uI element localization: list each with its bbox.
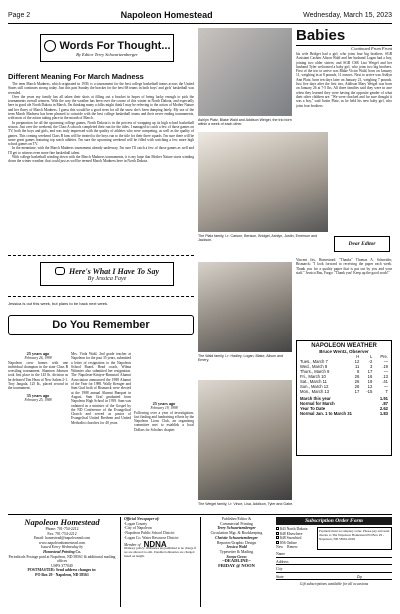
paragraph: The term March Madness, which originated in 1939, is a tournament for the best college basketball teams across the United States still continues strong today. Just this past Sunday the bracket for the best 68 teams in both boys' and girls' basketball was revealed. [8,82,194,95]
speech-bubble-icon [55,267,65,275]
remember-date: February 26, 1998 [24,356,52,361]
babies-subtitle: Continued From Front [351,46,392,51]
typesetter-name: Sonya Gross [226,554,247,559]
deadline-time: FRIDAY @ NOON [218,563,255,569]
photo-caption: Ashlyn Platz, Blake Wald and Addison Weigel, the trio born within a week of each other. [198,118,292,127]
remember-date: February 19, 1998 [150,406,178,411]
column-banner-words [40,34,174,62]
paragraph: Over the years my family has all taken their shots at filling out a bracket in hopes of being lucky enough to pick the tournaments overall winners. With the way the weather has been over the course of this winter in North Dakota, and especially here in good ole North Dakota in March, I'm thinking many a folks might think I may be referring to the action of Mother Nature and her flurry of March Madness. I guess this would be a good term for all the snow she's been dumping lately. My use of the term March Madness has been phrased to coincide with the best college basketball teams and their never ending tournaments, with most of the action taking place in the month of March. [8,94,194,121]
ndna-logo: NDNA [143,539,167,549]
official-item: -Logan County [124,521,148,526]
po-box: PO Box 29 - Napoleon, ND 58561 [35,572,89,577]
deadline: ~DEADLINE~ [222,558,251,564]
col-header: Pre. [380,354,388,359]
weather-table [299,354,389,394]
thought-bubble-icon [44,40,56,52]
table-row: Sat., March 11 26 19 .41 [300,379,388,384]
footer-rule [8,514,392,515]
rate-option[interactable]: $48 Elsewhere [276,532,314,537]
babies-header [296,27,392,51]
column-banner-say [40,262,174,286]
column-title: Words For Thought... [59,39,171,52]
table-row: Normal Jan. 1 to March 31 1.83 [300,411,388,416]
col-header: L [370,354,373,359]
publisher-name: Terry Schwartzenberger [217,526,256,531]
photo-caption: The Weigel family, l-r: Vince, Lisa, Addison, Tyler and Gabe. [198,502,294,506]
subscription-title: Subscription Order Form [276,517,392,525]
phone: Phone: 701-754-2212 [45,527,79,531]
footer-masthead [8,517,116,607]
divider [8,255,194,256]
rates [276,527,314,550]
gift-note: Gift subscriptions available for all occasions [299,582,369,587]
table-row: Mon., March 13 17 -15 T [300,389,388,394]
postmaster: POSTMASTER: Send address changes to: [27,568,97,573]
weather-title: NAPOLEON WEATHER [311,343,377,349]
table-row: Wed., March 8 11 3 .19 [300,364,388,369]
remember-column-1 [8,352,68,502]
photo-caption: The Platz family, l-r: Carson, Benson, Bridget, Ashlyn, Justin, Emerson and Jackson. [198,234,317,243]
new-option[interactable]: New [276,545,284,550]
rate-option[interactable]: $48 Snowbird [276,536,314,541]
column-byline: By Editor Terry Schwartzenberger [76,51,138,57]
photo-caption: The Wald family, l-r: Hadley, Logan, Blake, Alison and Emery. [198,354,284,363]
col-header: H [356,354,360,359]
remember-heading: 25 years ago [152,401,176,406]
table-row: March this year 1.91 [300,396,388,401]
header-rule [8,23,392,24]
official-item: -Napoleon Public School District [124,531,175,536]
column-note: Jessica is out this week, but plans to be back next week. [8,301,109,306]
table-row: Tues., March 7 12 -2 — [300,359,388,364]
publisher-label-2: Commercial Printing [220,521,253,526]
address-field[interactable]: Address [276,560,392,566]
page-header [8,8,392,22]
photo-platz-family [198,132,328,232]
paragraph: In preparation for all the upcoming college games, North Dakota is in the process of wrapping up its high school basketball season. Just over the weekend, the Class A schools completed their run for the titles. I managed to catch a few of those games on TV, both the boys and girls, and was truly impressed with the quality of athletes who were competing, as well as the quality of games. This coming weekend Class B fans will be treated to the boys run to the title for their three squads. I'm sure there will be some great games featuring top notch athletes. I'm sure the upcoming weekend will be filled with watching a few more high school games on TV. [8,120,194,147]
periodicals: Periodicals Postage paid at Napoleon, ND 58561 & additional mailing offices [8,554,116,564]
divider [8,296,194,297]
issued: Issued Every Wednesday by [41,545,83,550]
remember-column-3 [134,352,194,502]
table-row: Thurs., March 9 8 17 — [300,369,388,374]
remember-heading: 25 years ago [26,352,50,356]
subscription-form [276,517,392,609]
article-headline: Different Meaning For March Madness [8,72,144,81]
remember-text: Following over a year of investigation, fact finding and fundraising efforts by the Napoleon Lions Club, an organizing committee met to establish a local Dollars for Scholars chapter. [134,410,194,432]
state-zip-field[interactable]: State Zip [276,575,392,581]
publisher-label: Publisher/Editor & [221,517,252,521]
renew-option[interactable]: Renew [287,545,298,550]
usps: USPS 377040 [51,563,73,568]
weather-observer: Bruce Wentz, Observer [319,349,369,354]
email[interactable]: Email: homestead@napoleonnd.com [33,536,90,541]
masthead-title: Napoleon Homestead [24,517,100,527]
page-number: Page 2 [8,11,31,19]
rate-option[interactable]: $43 North Dakota [276,527,314,532]
checkbox-icon[interactable] [276,527,279,530]
reporter-name: Jessica Wald [226,545,247,550]
official-title: Official Newspaper of: [124,517,160,521]
name-field[interactable]: Name [276,552,392,558]
letters-body: Vincent fits, Homestead: "Thanks" Thomas A. Schneider, Bismarck: "I look forward to receiving the paper each week. Thank you for a quality paper that is put out by you and your staff." Jessica Rau, Fargo: "Thank you! Keep up the good work!" [296,258,392,275]
company: Homestead Printing Co. [43,549,81,554]
official-item: -City of Napoleon [124,526,152,531]
paragraph: With college basketball winding down with the March Madness tournaments, it is my hope that Mother Nature starts winding down the winter weather, that could just as well be termed March Madness here in North Dakota. [8,155,194,164]
photo-wald-family [198,262,292,352]
photo-three-babies [198,28,292,116]
city-field[interactable]: City [276,567,392,573]
paper-name: Napoleon Homestead [120,10,213,20]
table-row: Fri., March 10 26 16 .13 [300,374,388,379]
remember-date: February 25, 1988 [24,397,52,402]
checkbox-icon[interactable] [276,541,279,544]
remember-heading: 35 years ago [26,392,50,398]
member-label: Member of [124,542,141,547]
footer-staff [200,517,272,607]
table-row: Year To Date 2.62 [300,406,388,411]
fax: Fax: 701-754-2212 [47,531,77,536]
weather-box [296,340,392,456]
paragraph: In the meantime, with the March Madness tournament already underway, I'm sure I'll catch a few of those games as well and I'll get to witness even more fine basketball talent. [8,146,194,155]
circulation-label: Circulation Mgr. & Bookkeeping [210,531,263,536]
reporter-label: Reporter/Graphic Design [216,540,257,545]
checkbox-icon[interactable] [276,536,279,539]
rate-option[interactable]: $56 Online [276,541,314,546]
order-note: Payment must accompany order. Please pay and send checks to The Napoleon Homestead PO Box 29 - Napoleon, ND 58561-0029 [317,527,392,550]
dear-editor-badge: Dear Editor [334,236,390,252]
website[interactable]: www.napoleonhomestead.com [38,540,86,545]
weather-totals [299,396,389,416]
photo-weigel-family [198,380,292,500]
article-body [8,82,194,238]
checkbox-icon[interactable] [276,532,279,535]
column-byline: By Jessica Faye [87,275,127,282]
circulation-name: Christie Schwartzenberger [215,535,258,540]
babies-title: Babies [296,27,346,44]
remember-banner: Do You Remember [8,315,194,335]
typesetter-label: Typesetter & Mailing [219,549,254,554]
table-row: Sun., March 12 26 12 — [300,384,388,389]
column-title: Here's What I Have To Say [68,266,159,276]
table-row: Normal for March .87 [300,401,388,406]
footer-official [120,517,196,607]
official-item: -Logan Co. Water Resource District [124,535,179,540]
issue-date: Wednesday, March 15, 2023 [303,11,392,19]
remember-text: Napoleon crew homes with one individual champion in the state Class B wrestling tournament. Shannon Johnson took first place in the 145 lb. division as he defeated Tim Heau of New Salem 2-1. Troy Jangula, 125 lb., placed second in the tournament. [8,360,68,391]
obituary-policy: Obituary policy: Obituaries are published at no charge if we are allowed to edit. Unedited obituaries are charged based on length. [124,546,196,558]
remember-column-2: Mrs. Viola Wald, 2nd grade teacher at Napoleon for the past 35 years, submitted a letter of resignation to the Napoleon School Board. Head coach, Wilma Wittmier also submitted her resignation. The Napoleon-Kintyre-Burnstad Alumni Association announced the 1988 Alumni of the Year for 1988. Wally Kreuger and Sam Graf both of Bismarck were elected at the 1988 annual Alumni Banquet in August. Sam Graf graduated from Napoleon High School in 1939. Sam was ordained as a minister of the Gospel by the ND Conference of the Evangelical Church and served as pastor of Evangelical United Brethren and United Methodist churches for 40 years. [71,352,131,425]
babies-body: his wife Bridget had a girl, who joins four big brothers. SGB Assistant Cashier Alison Wald and her husband Logan had a boy, joining two older sisters; and SGB CSR Lisa Weigel and her husband Tyler welcomed a baby girl, who joins two big brothers. First of the trio to arrive was Blake Victor Wald, born on January 11, weighing in at 8 pounds, 11 ounces. Next to arrive was Ashlyn Ann Platz, born ten days later on January 21, weighing 7 pounds. Just five days after the first two, Addison Mary Weigel was born on January 26 at 7-5 lbs. All three families said they were in awe when they learned they were having the opposite gender of what their other children are. "We were shocked and for sure thought it was a boy," said Justin Platz, as he held his new baby girl, who joins four brothers. [296,52,392,108]
